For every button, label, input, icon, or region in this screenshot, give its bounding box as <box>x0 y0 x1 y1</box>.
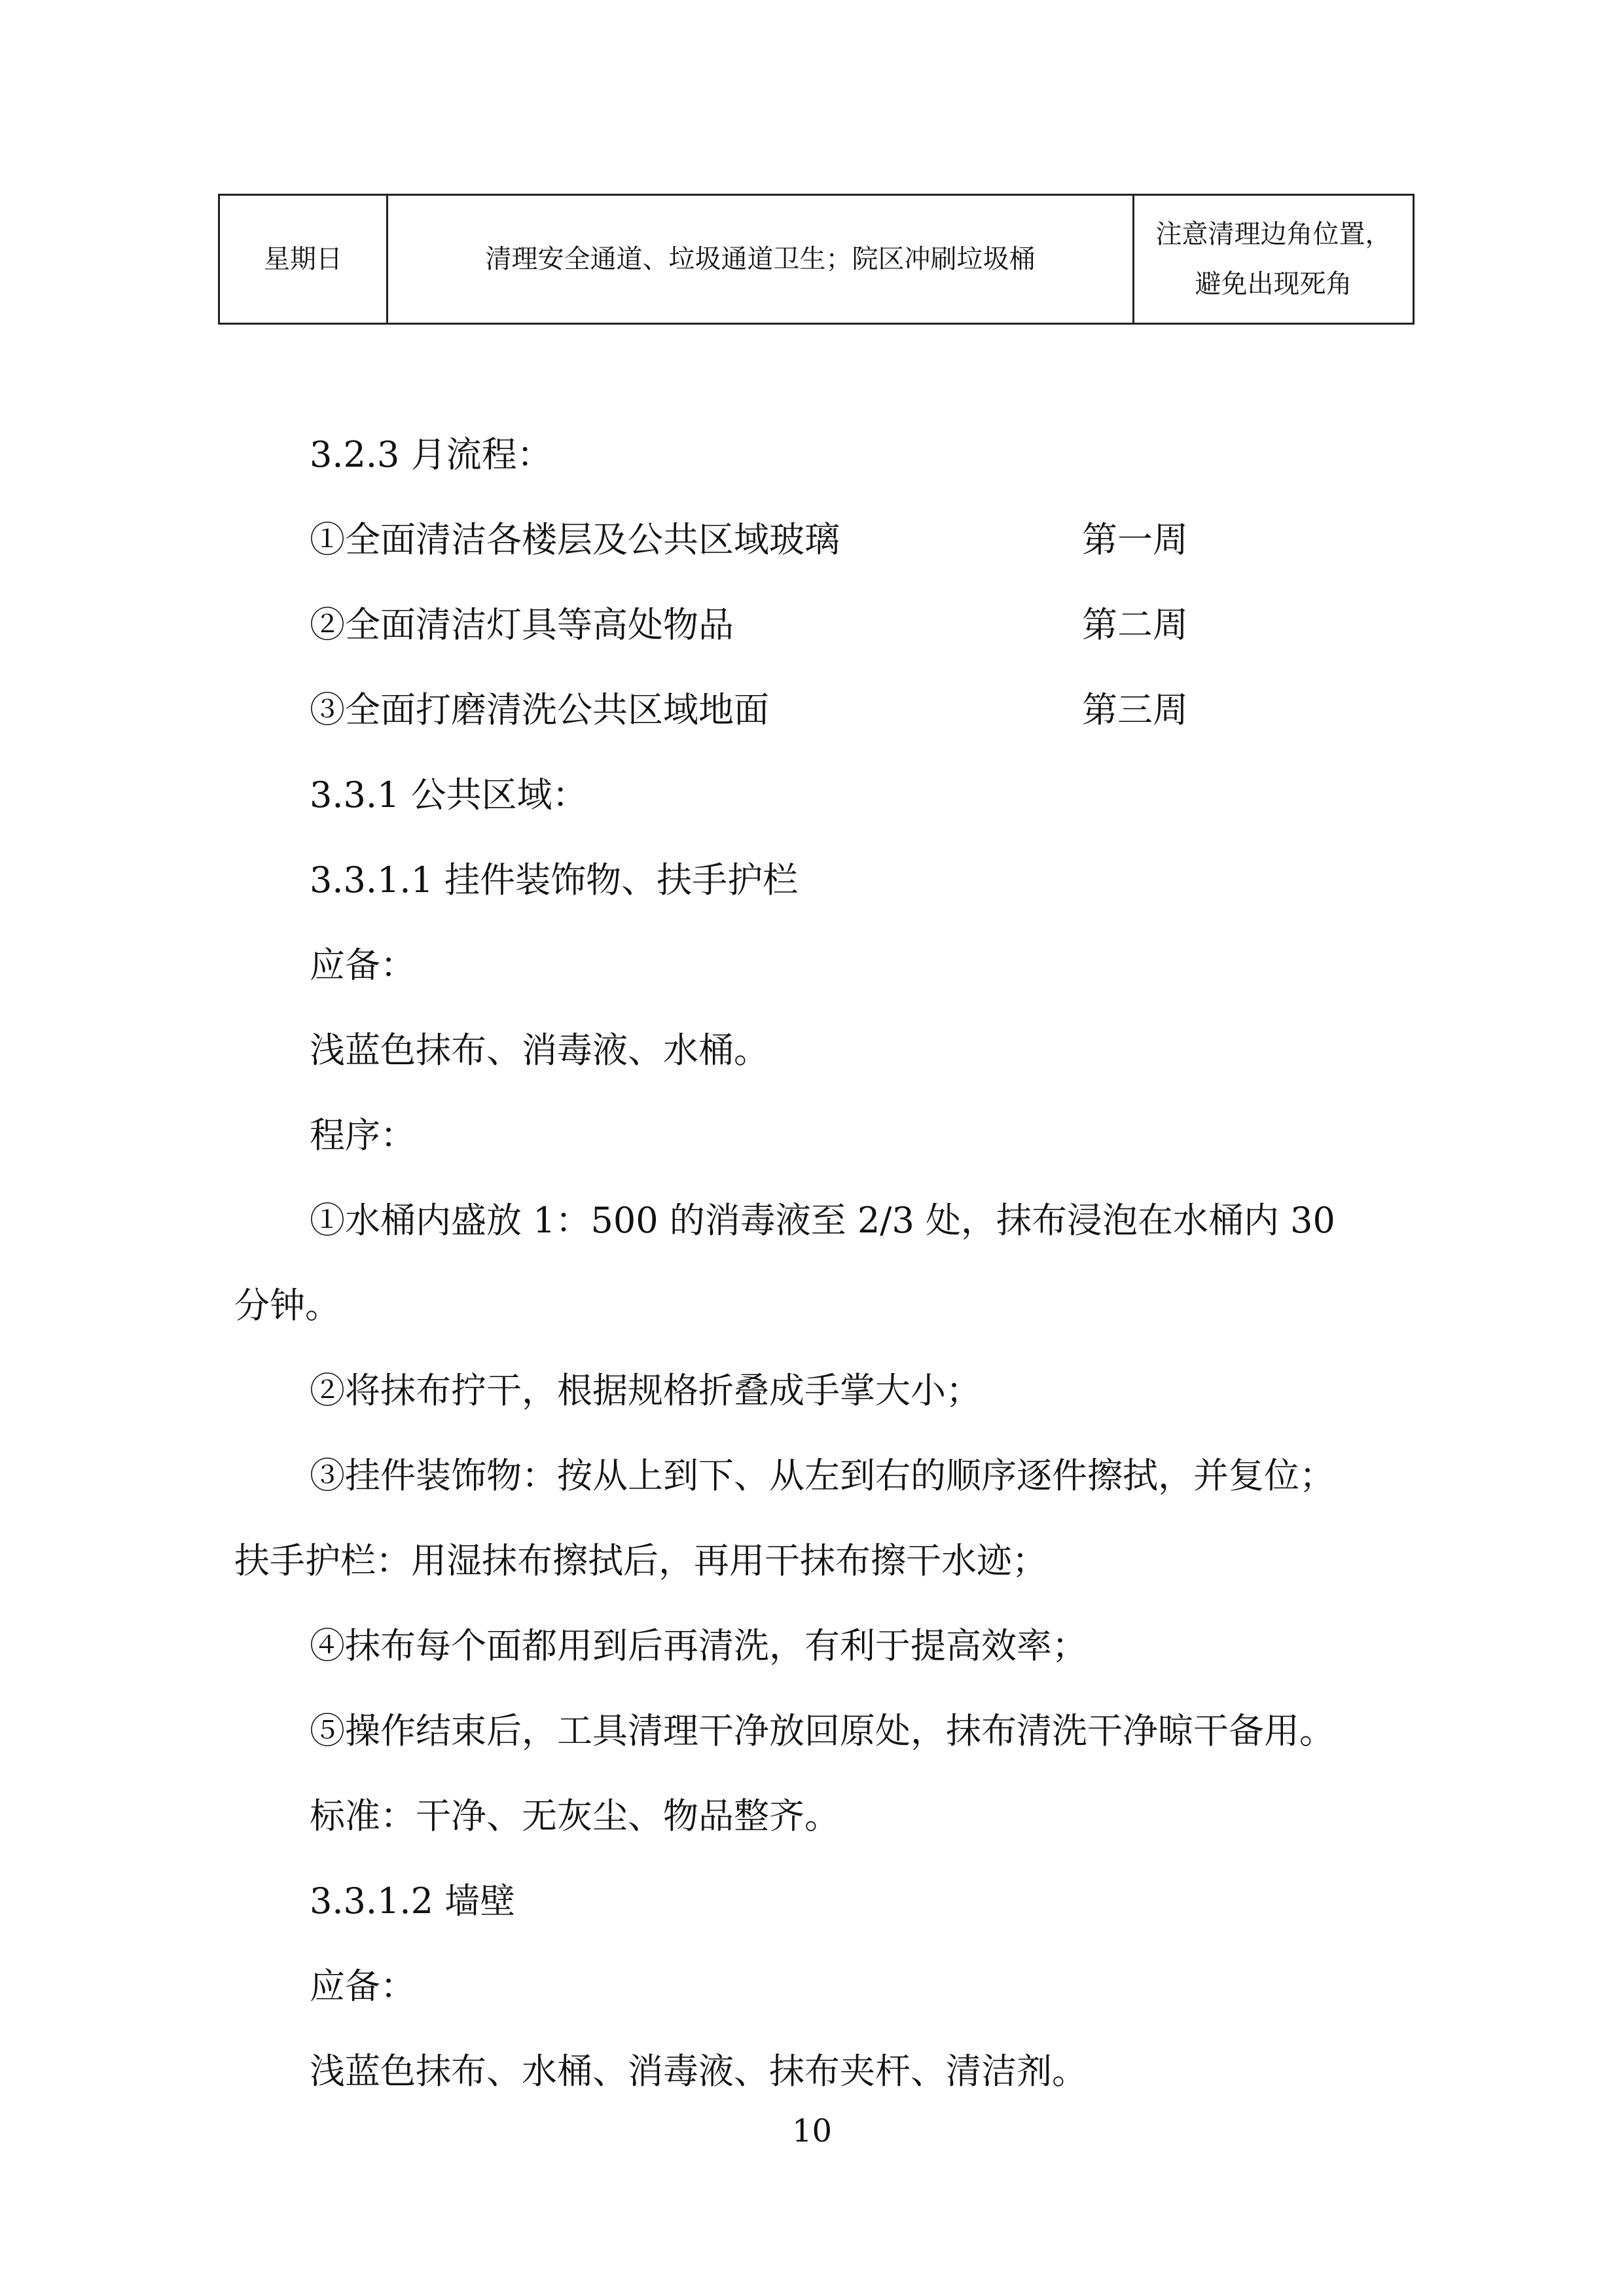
monthly-heading: 3.2.3 月流程： <box>310 434 552 475</box>
schedule-table-row <box>218 194 1415 325</box>
task-text: 清理安全通道、垃圾通道卫生；院区冲刷垃圾桶 <box>485 244 1036 274</box>
monthly-item-2-when: 第二周 <box>1082 604 1188 645</box>
monthly-item-1-when: 第一周 <box>1082 519 1188 560</box>
section-2-prep-items: 浅蓝色抹布、水桶、消毒液、抹布夹杆、清洁剂。 <box>310 2051 1087 2092</box>
task-cell <box>388 196 1134 323</box>
section-2-title: 3.3.1.2 墙壁 <box>310 1880 516 1922</box>
section-1-step-2: ②将抹布拧干，根据规格折叠成手掌大小； <box>310 1370 981 1411</box>
note-line-1: 注意清理边角位置， <box>1155 219 1392 249</box>
section-1-step-5: ⑤操作结束后，工具清理干净放回原处，抹布清洗干净晾干备用。 <box>310 1710 1335 1751</box>
section-1-standard: 标准：干净、无灰尘、物品整齐。 <box>310 1795 840 1837</box>
section-1-proc-label: 程序： <box>310 1115 416 1156</box>
section-1-prep-items: 浅蓝色抹布、消毒液、水桶。 <box>310 1030 769 1071</box>
monthly-item-1: ①全面清洁各楼层及公共区域玻璃 <box>310 519 840 560</box>
section-2-prep-label: 应备： <box>310 1965 416 2007</box>
day-text: 星期日 <box>264 244 342 274</box>
public-area-heading: 3.3.1 公共区域： <box>310 774 588 816</box>
section-1-step-3: ③挂件装饰物：按从上到下、从左到右的顺序逐件擦拭，并复位； <box>310 1455 1335 1496</box>
section-1-prep-label: 应备： <box>310 944 416 986</box>
section-1-title: 3.3.1.1 挂件装饰物、扶手护栏 <box>310 859 799 901</box>
monthly-item-3-when: 第三周 <box>1082 689 1188 730</box>
note-cell <box>1134 196 1413 323</box>
monthly-item-2: ②全面清洁灯具等高处物品 <box>310 604 734 645</box>
section-1-step-4: ④抹布每个面都用到后再清洗，有利于提高效率； <box>310 1625 1087 1666</box>
monthly-item-3: ③全面打磨清洗公共区域地面 <box>310 689 769 730</box>
note-line-2: 避免出现死角 <box>1195 269 1352 299</box>
section-1-step-3-cont: 扶手护栏：用湿抹布擦拭后，再用干抹布擦干水迹； <box>234 1540 1047 1581</box>
day-cell <box>220 196 388 323</box>
section-1-step-1: ①水桶内盛放 1：500 的消毒液至 2/3 处，抹布浸泡在水桶内 30 <box>310 1200 1335 1241</box>
section-1-step-1-cont: 分钟。 <box>234 1285 340 1326</box>
page-number: 10 <box>791 2113 833 2149</box>
